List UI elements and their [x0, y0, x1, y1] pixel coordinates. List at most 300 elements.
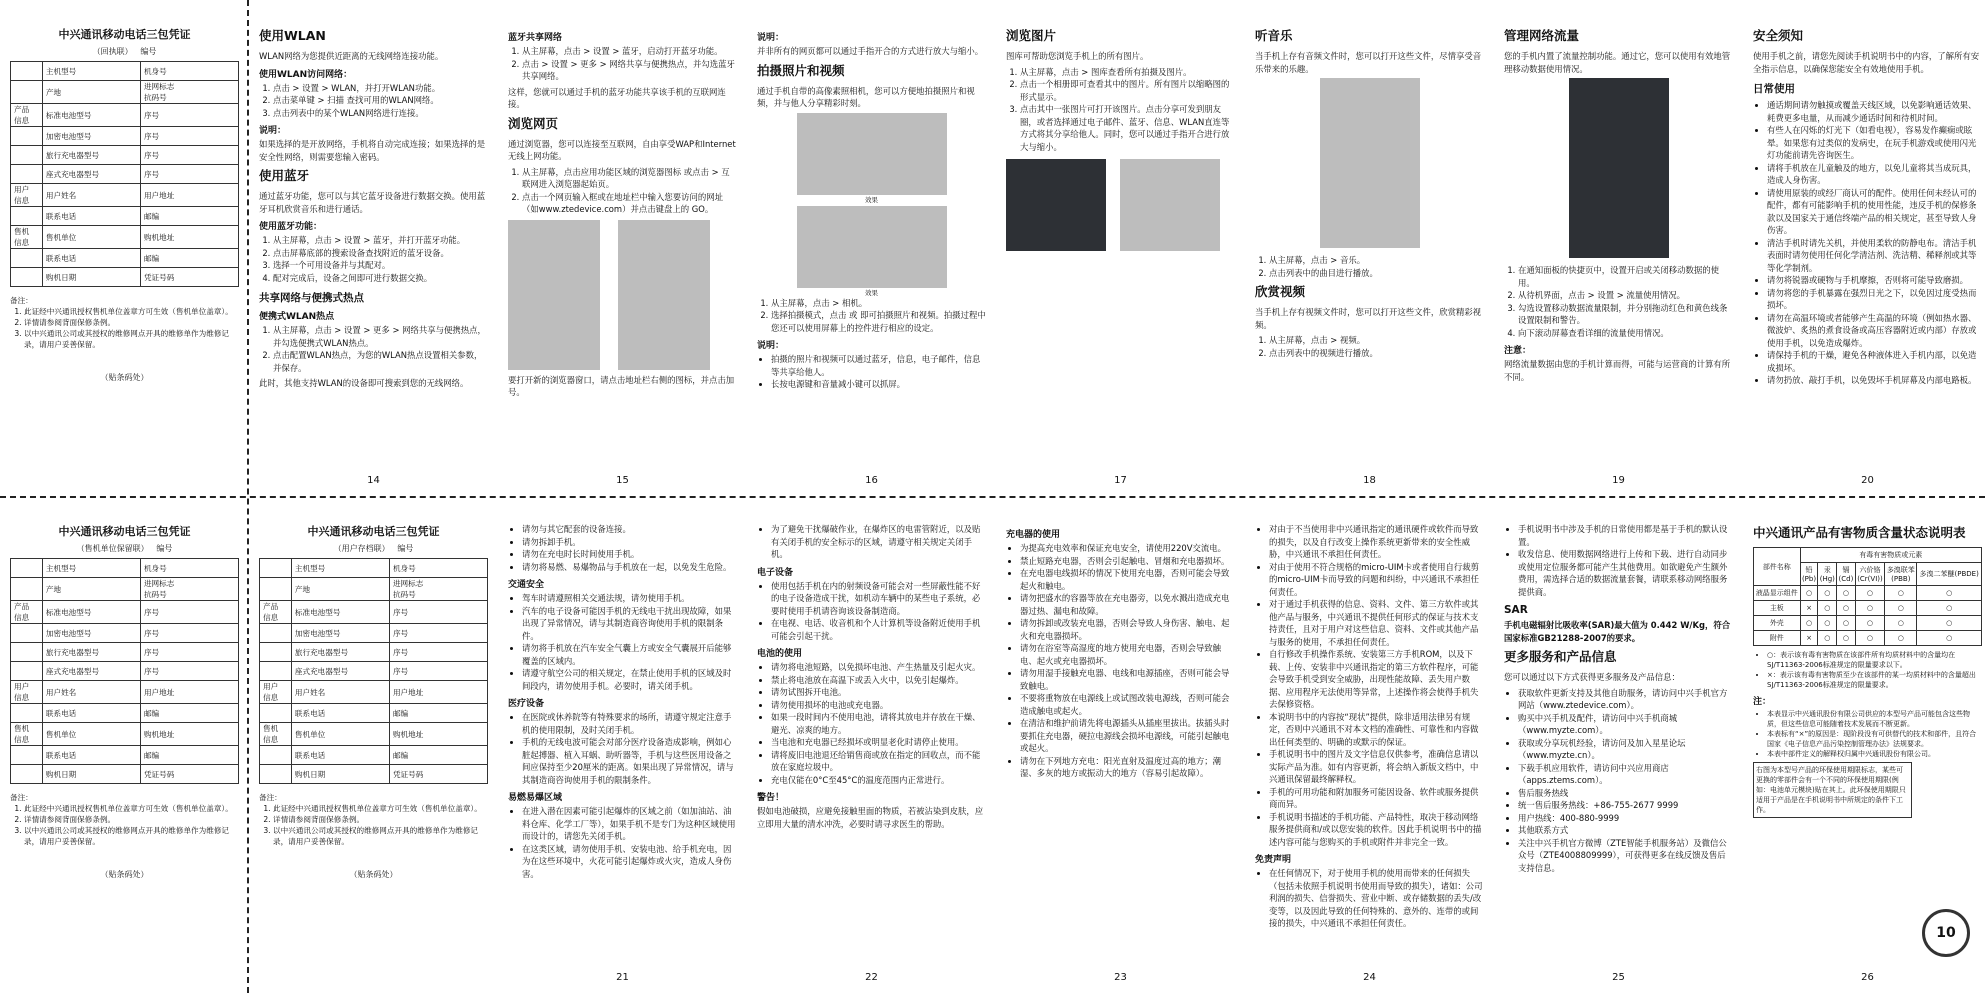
table-cell: 售机单位 [291, 723, 389, 746]
paragraph: 当手机上存有音频文件时，您可以打开这些文件，尽情享受音乐带来的乐趣。 [1255, 51, 1482, 74]
subheading: SAR [1504, 604, 1528, 616]
table-cell: 座式充电器型号 [291, 662, 389, 681]
page-number: 24 [1363, 972, 1376, 983]
list-item: • 手机说明书中的图片及文字信息仅供参考，准确信息请以实际产品为准。如有内容更新，将会纳入新版文档中，中兴通讯保留最终解释权。 [1269, 748, 1484, 786]
table-cell: 序号 [140, 146, 238, 165]
paragraph: 手机电磁辐射比吸收率(SAR)最大值为 0.442 W/Kg，符合国家标准GB21288-2007的要求。 [1504, 620, 1731, 643]
table-cell: 用户地址 [140, 184, 238, 207]
subheading: 便携式WLAN热点 [259, 312, 335, 322]
table-cell: 联系电话 [291, 746, 389, 765]
table-cell: 售机 信息 [11, 723, 43, 746]
list-item: • 请勿在浴室等高湿度的地方使用充电器，否则会导致触电、起火或充电器损坏。 [1020, 642, 1235, 667]
table-cell [11, 127, 43, 146]
table-cell: 产品 信息 [11, 601, 43, 624]
step: 2. 点击列表中的视频进行播放。 [1269, 347, 1484, 360]
table-cell: ○ [1818, 601, 1837, 616]
table-header: 铅 (Pb) [1800, 563, 1818, 586]
table-cell: 机身号 [389, 559, 487, 578]
table-cell [11, 249, 43, 268]
table-cell: 加密电池型号 [42, 127, 140, 146]
page-number: 16 [865, 475, 878, 486]
note-item: 1. 此证经中兴通讯授权售机单位盖章方可生效（售机单位盖章）。 [273, 803, 488, 814]
table-cell [260, 559, 292, 578]
music-player-screenshot [1320, 78, 1420, 248]
table-cell: 旅行充电器型号 [42, 643, 140, 662]
list-item: • 手机说明书描述的手机功能、产品特性，取决于移动网络服务提供商和/或以您安装的软件。因此手机说明书中的描述内容可能与您购买的手机或附件并非完全一致。 [1269, 811, 1484, 849]
table-row [11, 249, 239, 268]
page-15 [498, 0, 747, 496]
table-cell: 购机地址 [389, 723, 487, 746]
note-label: 说明： [757, 341, 785, 351]
section-title: 使用蓝牙 [259, 168, 310, 183]
list-item: • 对由于不当使用非中兴通讯指定的通讯硬件或软件而导致的损失，以及自行改变上操作系统更新带来的安全性威胁，中兴通讯不承担任何责任。 [1269, 523, 1484, 561]
card-notes [10, 792, 239, 847]
paragraph: 图库可帮助您浏览手机上的所有图片。 [1006, 51, 1149, 61]
page-23 [996, 497, 1245, 993]
paragraph: 网络流量数据由您的手机计算而得，可能与运营商的计算有所不同。 [1504, 359, 1731, 382]
section-title: 管理网络流量 [1504, 28, 1580, 43]
warranty-table [10, 61, 239, 287]
table-cell: 用户 信息 [11, 184, 43, 207]
paragraph: 您可以通过以下方式获得更多服务及产品信息： [1504, 672, 1680, 682]
notes-title: 备注： [259, 793, 282, 802]
table-row [11, 207, 239, 226]
step: 2. 选择拍摄模式，点击 或 即可拍摄照片和视频。拍摄过程中您还可以使用屏幕上的控件进行相应的设定。 [771, 309, 986, 334]
bullet-list [508, 592, 737, 692]
list-item: • 手机的可用功能和附加服务可能因设备、软件或服务提供商而异。 [1269, 786, 1484, 811]
list-item: • 对由于使用不符合规格的micro-UIM卡或者使用自行裁剪的micro-UIM卡而导致的问题和纠纷，中兴通讯不承担任何责任。 [1269, 561, 1484, 599]
notes-title: 备注： [10, 296, 33, 305]
list-item: • 请勿将您的手机暴露在强烈日光之下，以免因过度受热而损坏。 [1767, 287, 1982, 312]
table-row [11, 268, 239, 287]
table-row [11, 104, 239, 127]
table-cell: 售机单位 [42, 226, 140, 249]
table-cell: 主板 [1754, 601, 1801, 616]
browser-screenshot [618, 220, 710, 370]
paragraph: 并非所有的网页都可以通过手指开合的方式进行放大与缩小。 [757, 46, 984, 56]
table-row [11, 559, 239, 578]
table-cell: 联系电话 [42, 249, 140, 268]
table-cell: ○ [1837, 586, 1855, 601]
list-item: • 请勿用湿手接触充电器、电线和电源插座，否则可能会导致触电。 [1020, 667, 1235, 692]
list-item: • 汽车的电子设备可能因手机的无线电干扰出现故障，如果出现了异常情况，请与其制造商咨询使用手机的限制条件。 [522, 605, 737, 643]
note-item: 2. 详情请参阅背面保修条例。 [24, 814, 239, 825]
list-item: • 在清洁和维护前请先将电源插头从插座里拔出。拔插头时要抓住充电器，硬拉电源线会损坏电源线，可能引起触电或起火。 [1020, 717, 1235, 755]
table-cell: 附件 [1754, 631, 1801, 646]
card-notes [259, 792, 488, 847]
table-cell [260, 746, 292, 765]
table-cell [11, 662, 43, 681]
table-row [11, 704, 239, 723]
table-cell: 购机日期 [291, 765, 389, 784]
table-cell: 邮编 [140, 207, 238, 226]
paragraph: 右图为本型号产品的环保使用期限标志，某些可更换的零部件会有一个不同的环保使用期限(例如：电池单元模块)贴在其上。此环保使用期限只适用于产品是在手机说明书中所规定的条件下工作。 [1753, 762, 1912, 818]
table-cell: 邮编 [389, 704, 487, 723]
note-label: 说明： [259, 126, 287, 136]
page-number: 18 [1363, 475, 1376, 486]
table-cell [11, 578, 43, 601]
table-cell: 凭证号码 [140, 765, 238, 784]
section-title: 中兴通讯产品有害物质含量状态说明表 [1753, 525, 1966, 540]
list-item: • 请勿与其它配套的设备连接。 [522, 523, 737, 536]
table-row [260, 601, 488, 624]
step: 1. 从主屏幕，点击 > 相机。 [771, 297, 986, 310]
table-cell: 邮编 [140, 704, 238, 723]
browser-screenshot [508, 220, 600, 370]
note-item: 3. 以中兴通讯公司或其授权的维修网点开具的维修单作为维修记录，请用户妥善保留。 [24, 328, 239, 350]
table-cell: 序号 [140, 601, 238, 624]
note-label: 说明： [757, 33, 785, 43]
section-title: 拍摄照片和视频 [757, 62, 845, 78]
list-item: • 统一售后服务热线：+86-755-2677 9999 [1518, 799, 1733, 812]
table-cell: 用户姓名 [291, 681, 389, 704]
page-26 [1743, 497, 1985, 993]
card-subtitle: （回执联） [92, 47, 133, 56]
table-cell: 联系电话 [42, 746, 140, 765]
table-header: 六价铬 (Cr(VI)) [1855, 563, 1885, 586]
list-item: • 充电仅能在0°C至45°C的温度范围内正常进行。 [771, 774, 986, 787]
table-cell: 售机 信息 [260, 723, 292, 746]
table-header: 有毒有害物质或元素 [1800, 548, 1981, 563]
table-cell [260, 624, 292, 643]
step: 1. 从主屏幕，点击 > 图库查看所有拍摄及图片。 [1020, 66, 1235, 79]
section-title: 安全须知 [1753, 28, 1804, 43]
step: 1. 在通知面板的快捷页中，设置开启或关闭移动数据的使用。 [1518, 264, 1733, 289]
list-item: • 售后服务热线 [1518, 787, 1733, 800]
paragraph: 如果选择的是开放网络，手机将自动完成连接；如果选择的是安全性网络，则需要您输入密码。 [259, 139, 486, 162]
table-row [11, 226, 239, 249]
section-title: 共享网络与便携式热点 [259, 292, 364, 304]
table-row [11, 165, 239, 184]
table-cell: 标准电池型号 [42, 601, 140, 624]
list-item: • ×：表示该有毒有害物质至少在该部件的某一均质材料中的含量超出SJ/T11363-2006标准规定的限量要求。 [1767, 670, 1982, 690]
table-cell: 凭证号码 [140, 268, 238, 287]
table-row [11, 81, 239, 104]
table-cell: 购机日期 [42, 765, 140, 784]
paragraph: 这样，您就可以通过手机的蓝牙功能共享该手机的互联网连接。 [508, 86, 726, 109]
step: 1. 从主屏幕，点击 > 设置 > 蓝牙，启动打开蓝牙功能。 [522, 45, 737, 58]
list-item: • 关注中兴手机官方微博（ZTE智能手机服务站）及微信公众号（ZTE4008809999），可获得更多在线反馈及售后支持信息。 [1518, 837, 1733, 875]
step: 1. 从主屏幕，点击 > 视频。 [1269, 334, 1484, 347]
document-row-bottom [0, 497, 1985, 993]
step: 2. 点击 > 设置 > 更多 > 网络共享与便携热点，并勾选蓝牙共享网络。 [522, 58, 737, 83]
step: 1. 从主屏幕，点击 > 音乐。 [1269, 254, 1484, 267]
table-row [11, 184, 239, 207]
table-cell: 售机单位 [42, 723, 140, 746]
step: 2. 点击屏幕底部的搜索设备查找附近的蓝牙设备。 [273, 247, 488, 260]
table-cell: 外壳 [1754, 616, 1801, 631]
warranty-card-receipt [0, 0, 249, 496]
list-item: • 请保持手机的干燥，避免各种液体进入手机内部，以免造成损坏。 [1767, 349, 1982, 374]
note-item: 3. 以中兴通讯公司或其授权的维修网点开具的维修单作为维修记录，请用户妥善保留。 [273, 825, 488, 847]
table-cell: ○ [1837, 616, 1855, 631]
subheading: 电池的使用 [757, 649, 803, 659]
list-item: • 请勿在下列地方充电：阳光直射及温度过高的地方；潮湿、多灰的地方或振动大的地方（容易引起故障）。 [1020, 755, 1235, 780]
table-row [260, 559, 488, 578]
list-item: • 请勿试图拆开电池。 [771, 686, 986, 699]
table-cell: 主机型号 [42, 62, 140, 81]
table-cell: 用户 信息 [260, 681, 292, 704]
page-16 [747, 0, 996, 496]
note-item: 2. 详情请参阅背面保修条例。 [273, 814, 488, 825]
list-item: • 在任何情况下，对于使用手机的使用而带来的任何损失（包括未依照手机说明书使用而导致的损失），诸如：公司利润的损失、信誉损失、营业中断、或存储数据的丢失/改变等，以及因此导致的任何特殊的、意外的、连带的或间接的损失，中兴通讯不承担任何责任。 [1269, 867, 1484, 930]
step: 2. 点击配置WLAN热点，为您的WLAN热点设置相关参数，并保存。 [273, 349, 488, 374]
hazard-table [1753, 547, 1982, 646]
table-row [1754, 631, 1982, 646]
section-title: 欣赏视频 [1255, 284, 1306, 299]
note-item: 3. 以中兴通讯公司或其授权的维修网点开具的维修单作为维修记录，请用户妥善保留。 [24, 825, 239, 847]
subheading: 医疗设备 [508, 699, 545, 709]
bullet-list [1006, 542, 1235, 780]
subheading: 警告！ [757, 793, 785, 803]
table-cell [11, 81, 43, 104]
bullet-list [508, 805, 737, 880]
list-item: • 通话期间请勿触摸或覆盖天线区域，以免影响通话效果、耗费更多电量，从而减少通话时间和待机时间。 [1767, 99, 1982, 124]
table-row [260, 723, 488, 746]
table-cell [260, 578, 292, 601]
table-cell: 用户姓名 [42, 184, 140, 207]
table-cell: ○ [1855, 616, 1885, 631]
table-cell: ○ [1818, 631, 1837, 646]
step: 2. 点击菜单键 > 扫描 查找可用的WLAN网络。 [273, 94, 488, 107]
paragraph: 通过蓝牙功能，您可以与其它蓝牙设备进行数据交换。使用蓝牙耳机欣赏音乐和进行通话。 [259, 191, 486, 214]
table-cell: ○ [1800, 586, 1818, 601]
step: 1. 点击 > 设置 > WLAN，并打开WLAN功能。 [273, 82, 488, 95]
table-cell [11, 643, 43, 662]
table-cell: 序号 [140, 104, 238, 127]
page-25 [1494, 497, 1743, 993]
table-cell: 加密电池型号 [291, 624, 389, 643]
list-item: • 在进入潜在因素可能引起爆炸的区域之前（如加油站、油料仓库、化学工厂等），如果手机不是专门为这种区域使用而设计的，请您先关闭手机。 [522, 805, 737, 843]
table-cell: 邮编 [140, 746, 238, 765]
barcode-placeholder: （贴条码处） [100, 870, 149, 879]
card-title: 中兴通讯移动电话三包凭证 [58, 525, 191, 538]
table-cell: ○ [1837, 601, 1855, 616]
table-cell: 序号 [140, 127, 238, 146]
table-cell: 用户 信息 [11, 681, 43, 704]
table-cell [11, 207, 43, 226]
table-cell: 序号 [140, 643, 238, 662]
camera-video-screenshot [797, 206, 947, 288]
page-number: 25 [1612, 972, 1625, 983]
step: 1. 从主屏幕，点击应用功能区域的浏览器图标 或点击 > 互联网进入浏览器起始页。 [522, 166, 737, 191]
step: 1. 从主屏幕，点击 > 设置 > 蓝牙，并打开蓝牙功能。 [273, 234, 488, 247]
list-item: • 使用包括手机在内的射频设备可能会对一些屏蔽性能不好的电子设备造成干扰，如机动车辆中的某些电子系统，必要时使用手机请咨询该设备制造商。 [771, 580, 986, 618]
recycle-period-icon: 10 [1922, 909, 1970, 957]
table-cell: ○ [1885, 586, 1917, 601]
gallery-image [1120, 159, 1220, 251]
list-item: • 请遵守航空公司的相关规定，在禁止使用手机的区域及时间段内，请勿使用手机。必要时，请关闭手机。 [522, 667, 737, 692]
list-item: • 有些人在闪烁的灯光下（如看电视），容易发作癫痫或眩晕。如果您有过类似的发病史，在玩手机游戏或使用闪光灯功能前请先咨询医生。 [1767, 124, 1982, 162]
note-item: 2. 详情请参阅背面保修条例。 [24, 317, 239, 328]
table-cell: ○ [1917, 616, 1982, 631]
list-item: • 禁止将电池放在高温下或丢入火中，以免引起爆炸。 [771, 674, 986, 687]
list-item: • 本说明书中的内容按“现状”提供，除非适用法律另有规定，否则中兴通讯不对本文档的准确性、可靠性和内容做出任何类型的、明确的或默示的保证。 [1269, 711, 1484, 749]
table-header: 镉 (Cd) [1837, 563, 1855, 586]
subheading: 充电器的使用 [1006, 530, 1061, 540]
table-cell [11, 62, 43, 81]
table-row [11, 127, 239, 146]
table-cell: 产地 [42, 81, 140, 104]
table-cell: 机身号 [140, 62, 238, 81]
warranty-card-user [249, 497, 498, 993]
section-title: 更多服务和产品信息 [1504, 649, 1617, 664]
table-cell: 邮编 [140, 249, 238, 268]
table-cell: ○ [1855, 601, 1885, 616]
section-title: 浏览图片 [1006, 28, 1057, 43]
table-cell: 序号 [140, 624, 238, 643]
list-item: • 获取软件更新支持及其他自助服务，请访问中兴手机官方网站（www.ztedevice.com）。 [1518, 687, 1733, 712]
paragraph: 通过手机自带的高像素照相机，您可以方便地拍摄照片和视频，并与他人分享精彩时刻。 [757, 85, 975, 108]
table-row [11, 601, 239, 624]
step: 3. 选择一个可用设备并与其配对。 [273, 259, 488, 272]
table-cell: ○ [1885, 631, 1917, 646]
table-cell: 序号 [389, 624, 487, 643]
table-cell: × [1800, 601, 1818, 616]
list-item: • 在电视、电话、收音机和个人计算机等设备附近使用手机可能会引起干扰。 [771, 617, 986, 642]
page-number: 23 [1114, 972, 1127, 983]
list-item: • 请勿将电池短路，以免损坏电池、产生热量及引起火灾。 [771, 661, 986, 674]
table-cell: 用户地址 [389, 681, 487, 704]
page-number: 21 [616, 972, 629, 983]
table-cell: ○ [1917, 601, 1982, 616]
table-cell: 进网标志 抗码号 [389, 578, 487, 601]
table-cell: 序号 [140, 165, 238, 184]
table-row [260, 765, 488, 784]
table-cell: 旅行充电器型号 [291, 643, 389, 662]
paragraph: 您的手机内置了流量控制功能。通过它，您可以使用有效地管理移动数据使用情况。 [1504, 51, 1731, 74]
table-cell: 标准电池型号 [42, 104, 140, 127]
list-item: • 自行修改手机操作系统、安装第三方手机ROM，以及下载、上传、安装非中兴通讯指定的第三方软件程序，可能会导致手机受到安全威胁，出现性能故障、丢失用户数据、应用程序无法使用等异常，上述操作将会使得手机失去保修资格。 [1269, 648, 1484, 711]
table-cell: 进网标志 抗码号 [140, 578, 238, 601]
note-item: • 拍摄的照片和视频可以通过蓝牙，信息，电子邮件，信息等共享给他人。 [771, 353, 986, 378]
page-number: 15 [616, 475, 629, 486]
table-row [11, 662, 239, 681]
table-row [260, 704, 488, 723]
table-cell: 产品 信息 [11, 104, 43, 127]
card-number-label: 编号 [397, 544, 414, 553]
table-cell: 座式充电器型号 [42, 662, 140, 681]
table-cell: 购机日期 [42, 268, 140, 287]
list-item: • 手机说明书中涉及手机的日常使用都是基于手机的默认设置。 [1518, 523, 1733, 548]
note-label: 注意： [1504, 346, 1532, 356]
list-item: • 为提高充电效率和保证充电安全，请使用220V交流电。 [1020, 542, 1235, 555]
table-header: 汞 (Hg) [1818, 563, 1837, 586]
page-17 [996, 0, 1245, 496]
page-number: 20 [1861, 475, 1874, 486]
subheading: 使用WLAN访问网络： [259, 69, 353, 80]
subheading: 日常使用 [1753, 83, 1795, 95]
list-item: • 在医院或休养院等有特殊要求的场所，请遵守规定注意手机的使用限制，及时关闭手机。 [522, 711, 737, 736]
list-item: • 不要将重物放在电源线上或试图改装电源线，否则可能会造成触电或起火。 [1020, 692, 1235, 717]
bullet-list [1753, 650, 1982, 690]
table-row [260, 662, 488, 681]
table-row [11, 681, 239, 704]
table-cell: 售机 信息 [11, 226, 43, 249]
paragraph: 要打开新的浏览器窗口，请点击地址栏右侧的图标，并点击加号。 [508, 374, 735, 397]
table-cell: 购机地址 [140, 226, 238, 249]
paragraph: 使用手机之前，请您先阅读手机说明书中的内容，了解所有安全指示信息，以确保您能安全有效地使用手机。 [1753, 51, 1980, 74]
page-19 [1494, 0, 1743, 496]
gallery-image [1006, 159, 1106, 251]
table-row [11, 578, 239, 601]
table-row [11, 62, 239, 81]
list-item: • 请将手机放在儿童触及的地方，以免儿童将其当成玩具，造成人身伤害。 [1767, 162, 1982, 187]
table-cell [11, 624, 43, 643]
table-cell: ○ [1855, 586, 1885, 601]
table-cell [11, 704, 43, 723]
table-row [11, 146, 239, 165]
subheading: 蓝牙共享网络 [508, 33, 563, 43]
table-cell [11, 765, 43, 784]
table-cell: 机身号 [140, 559, 238, 578]
barcode-placeholder: （贴条码处） [100, 373, 149, 382]
table-cell [11, 268, 43, 287]
table-header: 部件名称 [1754, 548, 1801, 586]
table-cell: 座式充电器型号 [42, 165, 140, 184]
table-cell: ○ [1818, 616, 1837, 631]
list-item: • 请勿将手机放在汽车安全气囊上方或安全气囊展开后能够覆盖的区域内。 [522, 642, 737, 667]
page-22 [747, 497, 996, 993]
list-item: • 请勿将锐器或硬物与手机摩擦，否则将可能导致磨损。 [1767, 274, 1982, 287]
note-item: • 长按电源键和音量减小键可以抓屏。 [771, 378, 986, 391]
note-label: 注： [1753, 697, 1772, 707]
list-item: • 收发信息、使用数据网络进行上传和下载、进行自动同步或使用定位服务都可能产生其他费用。如欲避免产生额外费用，需选择合适的数据流量套餐，请联系移动网络服务提供商。 [1518, 548, 1733, 598]
step: 2. 点击一个网页输入框或在地址栏中输入您要访问的网址（如www.ztedevice.com）并点击键盘上的 GO。 [522, 191, 737, 216]
table-cell [11, 559, 43, 578]
card-title: 中兴通讯移动电话三包凭证 [58, 28, 191, 41]
table-cell: ○ [1885, 601, 1917, 616]
note-item: 1. 此证经中兴通讯授权售机单位盖章方可生效（售机单位盖章）。 [24, 803, 239, 814]
list-item: • 请勿把盛水的容器等放在充电器旁，以免水溅出造成充电器过热、漏电和故障。 [1020, 592, 1235, 617]
list-item: • 手机的无线电波可能会对部分医疗设备造成影响，例如心脏起搏器、植入耳蜗、助听器等，手机与这些医用设备之间应保持至少20厘米的距离。如果出现了异常情况，请与其制造商咨询使用手机的限制条件。 [522, 736, 737, 786]
subheading: 免责声明 [1255, 855, 1292, 865]
step: 2. 点击一个相册即可查看其中的图片。所有图片以缩略图的形式显示。 [1020, 78, 1235, 103]
page-number: 26 [1861, 972, 1874, 983]
list-item: • 本表标有“×”的原因是：现阶段没有可供替代的技术和部件，且符合国家《电子信息产品污染控制管理办法》法规要求。 [1767, 729, 1982, 749]
list-item: • 请勿将易燃、易爆物品与手机放在一起，以免发生危险。 [522, 561, 737, 574]
subheading: 易燃易爆区域 [508, 793, 563, 803]
bullet-list [1255, 523, 1484, 848]
table-cell: ○ [1917, 586, 1982, 601]
table-row [260, 578, 488, 601]
warranty-table [10, 558, 239, 784]
card-number-label: 编号 [140, 47, 157, 56]
list-item: • 请勿在充电时长时间使用手机。 [522, 548, 737, 561]
section-title: 听音乐 [1255, 28, 1293, 43]
table-row [1754, 601, 1982, 616]
list-item: • 请勿扔放、敲打手机，以免毁坏手机屏幕及内部电路板。 [1767, 374, 1982, 387]
list-item: • 当电池和充电器已经损坏或明显老化时请停止使用。 [771, 736, 986, 749]
table-cell: ○ [1855, 631, 1885, 646]
table-cell: 凭证号码 [389, 765, 487, 784]
list-item: • 下载手机应用软件，请访问中兴应用商店（apps.ztems.com）。 [1518, 762, 1733, 787]
table-cell: 联系电话 [42, 704, 140, 723]
step: 3. 点击列表中的某个WLAN网络进行连接。 [273, 107, 488, 120]
step: 1. 从主屏幕，点击 > 设置 > 更多 > 网络共享与便携热点，并勾选便携式WLAN热点。 [273, 324, 488, 349]
table-cell: 序号 [389, 601, 487, 624]
table-cell: 联系电话 [291, 704, 389, 723]
note-item: 1. 此证经中兴通讯授权售机单位盖章方可生效（售机单位盖章）。 [24, 306, 239, 317]
warranty-card-seller [0, 497, 249, 993]
card-title: 中兴通讯移动电话三包凭证 [307, 525, 440, 538]
page-number: 14 [367, 475, 380, 486]
bullet-list [1504, 687, 1733, 875]
list-item: • 购买中兴手机及配件，请访问中兴手机商城（www.myzte.com）。 [1518, 712, 1733, 737]
table-cell [11, 146, 43, 165]
warranty-table [259, 558, 488, 784]
list-item: • 用户热线：400-880-9999 [1518, 812, 1733, 825]
